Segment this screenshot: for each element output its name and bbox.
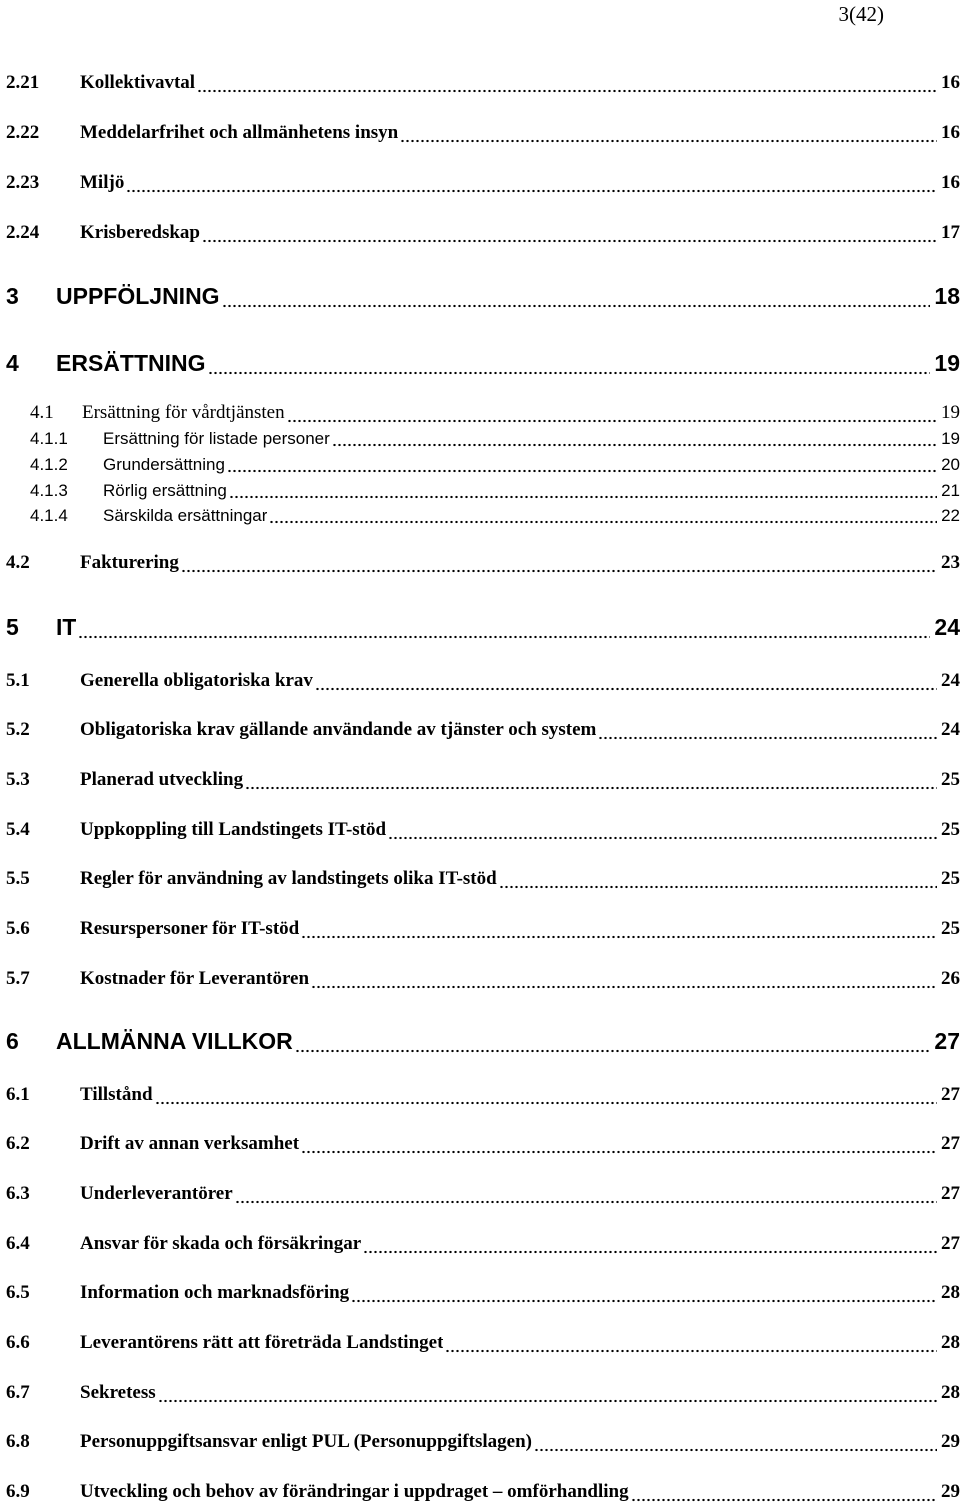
toc-entry[interactable] <box>6 670 960 692</box>
toc-entry-title: ERSÄTTNING <box>56 350 206 376</box>
toc-dot-leader <box>269 520 937 524</box>
toc-entry[interactable] <box>6 1183 960 1205</box>
toc-entry-number: 2.23 <box>6 172 40 193</box>
toc-entry-number: 2.24 <box>6 222 40 243</box>
toc-entry-title: Särskilda ersättningar <box>103 506 268 525</box>
toc-dot-leader <box>245 786 937 790</box>
toc-entry-title: Regler för användning av landstingets olika IT-stöd <box>80 868 497 889</box>
toc-dot-leader <box>363 1250 937 1254</box>
toc-entry[interactable] <box>6 1431 960 1453</box>
toc-entry-title: Ersättning för listade personer <box>103 429 330 448</box>
toc-entry-title: Tillstånd <box>80 1084 153 1105</box>
toc-entry-page: 23 <box>941 552 960 573</box>
toc-dot-leader <box>235 1200 937 1204</box>
toc-entry-title: Ansvar för skada och försäkringar <box>80 1233 362 1254</box>
toc-entry-title: Meddelarfrihet och allmänhetens insyn <box>80 122 399 143</box>
toc-entry-number: 4.2 <box>6 552 30 573</box>
toc-dot-leader <box>301 935 937 939</box>
toc-entry-title: Krisberedskap <box>80 222 201 243</box>
toc-entry[interactable] <box>6 552 960 574</box>
toc-entry[interactable] <box>6 918 960 940</box>
toc-entry-title: Resurspersoner för IT-stöd <box>80 918 300 939</box>
toc-entry-number: 6.9 <box>6 1481 30 1502</box>
toc-entry-page: 29 <box>941 1481 960 1502</box>
toc-dot-leader <box>400 139 937 143</box>
toc-entry-page: 29 <box>941 1431 960 1452</box>
toc-entry-page: 25 <box>941 918 960 939</box>
toc-entry-page: 16 <box>941 172 960 193</box>
toc-entry-number: 6.1 <box>6 1084 30 1105</box>
toc-dot-leader <box>315 687 937 691</box>
toc-entry-title: Sekretess <box>80 1382 156 1403</box>
toc-entry-page: 28 <box>941 1282 960 1303</box>
toc-entry[interactable] <box>30 402 960 424</box>
page-number: 3(42) <box>838 2 884 26</box>
toc-entry[interactable] <box>6 1133 960 1155</box>
toc-entry[interactable] <box>6 968 960 990</box>
toc-entry-title: UPPFÖLJNING <box>56 283 220 309</box>
toc-entry[interactable] <box>6 1382 960 1404</box>
toc-entry-page: 25 <box>941 769 960 790</box>
toc-entry-page: 27 <box>934 1028 960 1054</box>
toc-entry-title: Personuppgiftsansvar enligt PUL (Personuppgiftslagen) <box>80 1431 532 1452</box>
toc-entry-page: 16 <box>941 122 960 143</box>
toc-entry[interactable] <box>6 122 960 144</box>
toc-entry-number: 5.1 <box>6 670 30 691</box>
toc-dot-leader <box>311 985 937 989</box>
toc-entry-number: 5.2 <box>6 719 30 740</box>
toc-entry-page: 28 <box>941 1382 960 1403</box>
toc-entry[interactable] <box>6 172 960 194</box>
toc-dot-leader <box>197 89 937 93</box>
toc-entry-number: 4 <box>6 350 19 376</box>
toc-dot-leader <box>598 736 937 740</box>
toc-entry[interactable] <box>30 481 960 501</box>
toc-entry-page: 24 <box>941 670 960 691</box>
toc-entry[interactable] <box>6 614 960 641</box>
toc-entry-number: 5.4 <box>6 819 30 840</box>
toc-entry-page: 17 <box>941 222 960 243</box>
toc-entry-title: Fakturering <box>80 552 179 573</box>
toc-entry-page: 18 <box>934 283 960 309</box>
toc-dot-leader <box>499 885 937 889</box>
toc-entry[interactable] <box>6 1233 960 1255</box>
toc-entry-title: Information och marknadsföring <box>80 1282 350 1303</box>
toc-entry-page: 19 <box>941 402 960 423</box>
toc-entry-number: 4.1.3 <box>30 481 68 500</box>
toc-entry-page: 24 <box>941 719 960 740</box>
toc-dot-leader <box>181 569 937 573</box>
toc-entry-title: Grundersättning <box>103 455 225 474</box>
toc-entry[interactable] <box>6 1282 960 1304</box>
toc-entry-page: 27 <box>941 1133 960 1154</box>
toc-entry[interactable] <box>6 1481 960 1503</box>
toc-entry-page: 27 <box>941 1084 960 1105</box>
toc-entry-page: 19 <box>941 429 960 448</box>
toc-entry-page: 20 <box>941 455 960 474</box>
toc-entry-title: Kostnader för Leverantören <box>80 968 310 989</box>
toc-entry-page: 24 <box>934 614 960 640</box>
toc-entry-title: IT <box>56 614 77 640</box>
toc-dot-leader <box>631 1498 937 1502</box>
toc-entry-page: 16 <box>941 72 960 93</box>
toc-dot-leader <box>287 419 937 423</box>
toc-entry-title: Kollektivavtal <box>80 72 196 93</box>
toc-entry-number: 2.21 <box>6 72 40 93</box>
toc-entry-page: 19 <box>934 350 960 376</box>
toc-entry[interactable] <box>30 455 960 475</box>
toc-entry-number: 3 <box>6 283 19 309</box>
toc-dot-leader <box>332 443 937 447</box>
toc-dot-leader <box>78 635 930 639</box>
toc-dot-leader <box>301 1150 937 1154</box>
toc-entry-page: 27 <box>941 1183 960 1204</box>
toc-entry-number: 4.1.2 <box>30 455 68 474</box>
toc-entry-number: 5.3 <box>6 769 30 790</box>
toc-entry-number: 5.5 <box>6 868 30 889</box>
toc-entry-number: 2.22 <box>6 122 40 143</box>
toc-entry-page: 25 <box>941 819 960 840</box>
toc-entry-page: 27 <box>941 1233 960 1254</box>
toc-entry-number: 6.3 <box>6 1183 30 1204</box>
toc-entry[interactable] <box>6 222 960 244</box>
toc-entry-number: 6.8 <box>6 1431 30 1452</box>
toc-entry[interactable] <box>6 819 960 841</box>
toc-dot-leader <box>208 371 931 375</box>
toc-dot-leader <box>534 1448 937 1452</box>
toc-entry-number: 5 <box>6 614 19 640</box>
toc-entry-page: 22 <box>941 506 960 525</box>
toc-entry[interactable] <box>6 1332 960 1354</box>
toc-entry[interactable] <box>6 719 960 741</box>
toc-entry-title: Miljö <box>80 172 125 193</box>
toc-dot-leader <box>227 469 937 473</box>
toc-dot-leader <box>445 1349 937 1353</box>
toc-dot-leader <box>351 1299 937 1303</box>
toc-dot-leader <box>388 836 937 840</box>
toc-entry-page: 28 <box>941 1332 960 1353</box>
toc-entry[interactable] <box>6 72 960 94</box>
toc-dot-leader <box>158 1399 937 1403</box>
toc-entry-number: 4.1 <box>30 402 54 423</box>
toc-entry-number: 6.6 <box>6 1332 30 1353</box>
toc-dot-leader <box>295 1049 931 1053</box>
toc-entry[interactable] <box>6 1084 960 1106</box>
toc-entry-title: Uppkoppling till Landstingets IT-stöd <box>80 819 387 840</box>
toc-entry-title: Obligatoriska krav gällande användande av tjänster och system <box>80 719 597 740</box>
toc-entry-page: 26 <box>941 968 960 989</box>
toc-dot-leader <box>222 304 931 308</box>
toc-entry-page: 21 <box>941 481 960 500</box>
toc-entry[interactable] <box>6 350 960 377</box>
toc-entry-title: Drift av annan verksamhet <box>80 1133 300 1154</box>
toc-entry-number: 6.7 <box>6 1382 30 1403</box>
toc-entry-title: Leverantörens rätt att företräda Landstinget <box>80 1332 444 1353</box>
toc-entry-number: 6.5 <box>6 1282 30 1303</box>
toc-entry[interactable] <box>30 506 960 526</box>
toc-entry[interactable] <box>6 868 960 890</box>
toc-entry-title: Underleverantörer <box>80 1183 233 1204</box>
toc-dot-leader <box>202 239 937 243</box>
toc-dot-leader <box>126 189 937 193</box>
toc-entry-title: Ersättning för vårdtjänsten <box>82 402 285 423</box>
toc-entry-page: 25 <box>941 868 960 889</box>
toc-entry[interactable] <box>6 1028 960 1055</box>
toc-dot-leader <box>155 1101 937 1105</box>
toc-entry-number: 6 <box>6 1028 19 1054</box>
toc-entry-title: Planerad utveckling <box>80 769 244 790</box>
toc-dot-leader <box>229 495 937 499</box>
toc-entry-number: 4.1.1 <box>30 429 68 448</box>
toc-entry[interactable] <box>6 769 960 791</box>
toc-entry-title: Utveckling och behov av förändringar i uppdraget – omförhandling <box>80 1481 629 1502</box>
toc-entry-number: 5.7 <box>6 968 30 989</box>
toc-entry-title: ALLMÄNNA VILLKOR <box>56 1028 293 1054</box>
toc-entry-number: 6.4 <box>6 1233 30 1254</box>
toc-entry-number: 6.2 <box>6 1133 30 1154</box>
toc-entry[interactable] <box>30 429 960 449</box>
toc-entry-number: 5.6 <box>6 918 30 939</box>
toc-entry-title: Rörlig ersättning <box>103 481 227 500</box>
toc-entry-title: Generella obligatoriska krav <box>80 670 313 691</box>
toc-entry[interactable] <box>6 283 960 310</box>
toc-entry-number: 4.1.4 <box>30 506 68 525</box>
